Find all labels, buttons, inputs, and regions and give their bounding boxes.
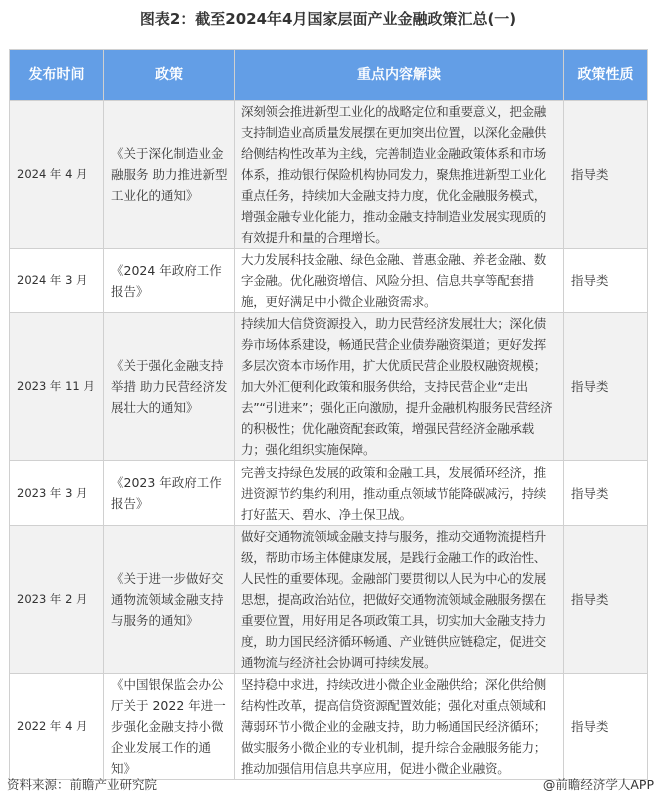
table-header-row (10, 50, 648, 101)
policy-table (9, 49, 648, 780)
page-title: 图表2：截至2024年4月国家层面产业金融政策汇总(一) (139, 10, 517, 28)
cell-policy: 《中国银保监会办公厅关于 2022 年进一步强化金融支持小微企业发展工作的通知》 (104, 674, 235, 780)
header-policy: 政策 (104, 50, 235, 101)
header-type: 政策性质 (564, 50, 648, 101)
cell-date: 2022 年 4 月 (10, 674, 104, 780)
cell-type: 指导类 (564, 249, 648, 313)
cell-policy: 《关于深化制造业金融服务 助力推进新型工业化的通知》 (104, 101, 235, 249)
table-row (10, 461, 648, 526)
cell-policy: 《关于进一步做好交通物流领域金融支持与服务的通知》 (104, 526, 235, 674)
cell-date: 2024 年 3 月 (10, 249, 104, 313)
source-note: 资料来源：前瞻产业研究院 (7, 777, 158, 792)
cell-date: 2023 年 2 月 (10, 526, 104, 674)
cell-policy: 《2023 年政府工作报告》 (104, 461, 235, 526)
header-date: 发布时间 (10, 50, 104, 101)
table-row (10, 101, 648, 249)
cell-content: 做好交通物流领域金融支持与服务，推动交通物流提档升级，帮助市场主体健康发展，是践行金融工作的政治性、人民性的重要体现。金融部门要贯彻以人民为中心的发展思想，提高政治站位，把做好交通物流领域金融服务摆在重要位置，用好用足各项政策工具，切实加大金融支持力度，助力国民经济循环畅通、产业链供应链稳定，促进交通物流与经济社会协调可持续发展。 (235, 526, 564, 674)
cell-policy: 《2024 年政府工作报告》 (104, 249, 235, 313)
table-row (10, 674, 648, 780)
cell-content: 深刻领会推进新型工业化的战略定位和重要意义，把金融支持制造业高质量发展摆在更加突出位置，以深化金融供给侧结构性改革为主线，完善制造业金融政策体系和市场体系，推动银行保险机构协同发力，聚焦推进新型工业化重点任务，持续加大金融支持力度，优化金融服务模式，增强金融专业化能力，推动金融支持制造业发展实现质的有效提升和量的合理增长。 (235, 101, 564, 249)
cell-content: 坚持稳中求进，持续改进小微企业金融供给；深化供给侧结构性改革，提高信贷资源配置效能；强化对重点领域和薄弱环节小微企业的金融支持，助力畅通国民经济循环；做实服务小微企业的专业机制，提升综合金融服务能力；推动加强信用信息共享应用，促进小微企业融资。 (235, 674, 564, 780)
cell-content: 完善支持绿色发展的政策和金融工具，发展循环经济，推进资源节约集约利用，推动重点领域节能降碳减污，持续打好蓝天、碧水、净土保卫战。 (235, 461, 564, 526)
cell-date: 2023 年 11 月 (10, 313, 104, 461)
app-credit: @前瞻经济学人APP (542, 777, 654, 792)
table-row (10, 313, 648, 461)
cell-type: 指导类 (564, 313, 648, 461)
cell-content: 持续加大信贷资源投入，助力民营经济发展壮大；深化债券市场体系建设，畅通民营企业债券融资渠道；更好发挥多层次资本市场作用，扩大优质民营企业股权融资规模；加大外汇便利化政策和服务供给，支持民营企业“走出去”“引进来”；强化正向激励，提升金融机构服务民营经济的积极性；优化融资配套政策，增强民营经济金融承载力；强化组织实施保障。 (235, 313, 564, 461)
header-content: 重点内容解读 (235, 50, 564, 101)
cell-date: 2023 年 3 月 (10, 461, 104, 526)
cell-policy: 《关于强化金融支持举措 助力民营经济发展壮大的通知》 (104, 313, 235, 461)
table-row (10, 249, 648, 313)
cell-type: 指导类 (564, 461, 648, 526)
cell-content: 大力发展科技金融、绿色金融、普惠金融、养老金融、数字金融。优化融资增信、风险分担、信息共享等配套措施，更好满足中小微企业融资需求。 (235, 249, 564, 313)
cell-type: 指导类 (564, 101, 648, 249)
cell-date: 2024 年 4 月 (10, 101, 104, 249)
table-row (10, 526, 648, 674)
cell-type: 指导类 (564, 674, 648, 780)
cell-type: 指导类 (564, 526, 648, 674)
